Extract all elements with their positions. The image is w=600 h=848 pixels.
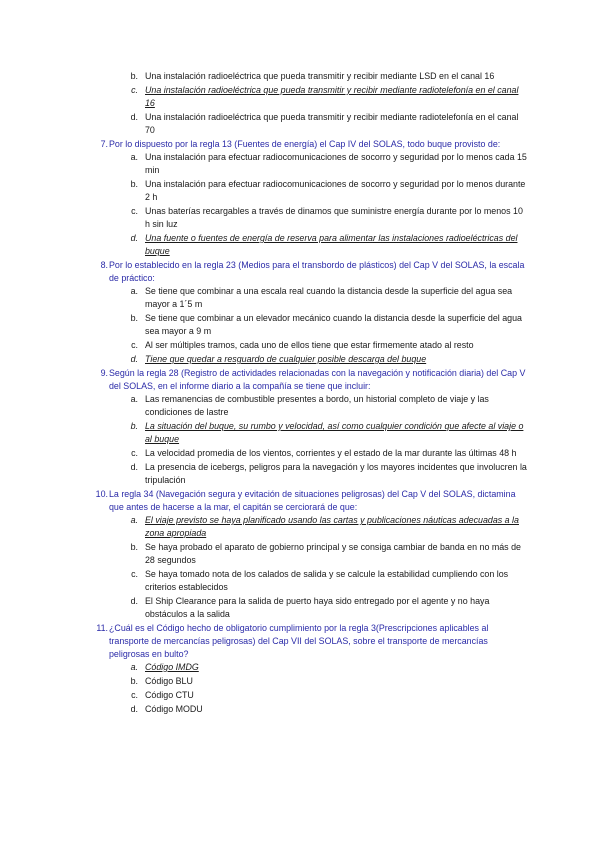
option-letter: c. — [131, 448, 138, 458]
option-letter: c. — [131, 85, 138, 95]
question-number: 9. — [100, 368, 108, 378]
option-letter: d. — [130, 704, 138, 714]
answer-option — [0, 178, 600, 204]
option-text: La velocidad promedia de los vientos, corrientes y el estado de la mar durante las últimas 48 h — [145, 448, 517, 458]
question-number: 8. — [100, 260, 108, 270]
option-letter: d. — [130, 462, 138, 472]
option-letter: a. — [130, 286, 138, 296]
option-text: Se tiene que combinar a una escala real cuando la distancia desde la superficie del agua sea mayor a 1´5 m — [145, 286, 513, 309]
answer-option — [0, 111, 600, 137]
option-letter: a. — [130, 515, 138, 525]
question — [0, 259, 600, 285]
option-letter: b. — [130, 676, 138, 686]
option-letter: c. — [131, 690, 138, 700]
answer-option — [0, 393, 600, 419]
option-letter: b. — [130, 421, 138, 431]
question-text: Por lo establecido en la regla 23 (Medios para el transbordo de plásticos) del Cap V del SOLAS, la escala de práctico: — [109, 260, 525, 283]
option-letter: b. — [130, 313, 138, 323]
answer-option — [0, 70, 600, 83]
option-text: Código IMDG — [145, 662, 199, 672]
option-text: Una instalación radioeléctrica que pueda transmitir y recibir mediante radiotelefonía en el canal 70 — [145, 112, 519, 135]
question-text: ¿Cuál es el Código hecho de obligatorio cumplimiento por la regla 3(Prescripciones aplicables al transporte de mercancías peligrosas) del Cap VII del SOLAS, sobre el transporte de mercancías peligrosas en bulto? — [109, 623, 489, 659]
option-text: Unas baterías recargables a través de dinamos que suministre energía durante por lo menos 10 h sin luz — [145, 206, 523, 229]
question-number: 7. — [100, 139, 108, 149]
option-text: Una instalación para efectuar radiocomunicaciones de socorro y seguridad por lo menos cada 15 min — [145, 152, 527, 175]
question-text: La regla 34 (Navegación segura y evitación de situaciones peligrosas) del Cap V del SOLAS, dictamina que antes de hacerse a la mar, el capitán se cerciorará de que: — [109, 489, 516, 512]
option-letter: d. — [130, 233, 138, 243]
question — [0, 138, 600, 151]
option-text: Una fuente o fuentes de energía de reserva para alimentar las instalaciones radioeléctricas del buque — [145, 233, 518, 256]
question — [0, 488, 600, 514]
answer-option — [0, 703, 600, 716]
option-text: Se haya tomado nota de los calados de salida y se calcule la estabilidad cumpliendo con los criterios establecidos — [145, 569, 509, 592]
option-letter: b. — [130, 542, 138, 552]
option-text: El Ship Clearance para la salida de puerto haya sido entregado por el agente y no haya obstáculos a la salida — [145, 596, 490, 619]
option-letter: b. — [130, 179, 138, 189]
answer-option — [0, 461, 600, 487]
answer-option-correct — [0, 514, 600, 540]
option-letter: a. — [130, 662, 138, 672]
option-text: Una instalación radioeléctrica que pueda transmitir y recibir mediante LSD en el canal 16 — [145, 71, 495, 81]
question — [0, 367, 600, 393]
answer-option-correct — [0, 661, 600, 674]
answer-option — [0, 595, 600, 621]
option-letter: a. — [130, 394, 138, 404]
option-letter: c. — [131, 206, 138, 216]
answer-option-correct — [0, 232, 600, 258]
question-number: 10. — [95, 489, 108, 499]
answer-option — [0, 285, 600, 311]
document-page — [0, 70, 600, 717]
question-number: 11. — [96, 623, 108, 633]
option-letter: c. — [131, 340, 138, 350]
option-text: Las remanencias de combustible presentes a bordo, un historial completo de viaje y las condiciones de lastre — [145, 394, 489, 417]
option-letter: d. — [130, 354, 138, 364]
option-text: El viaje previsto se haya planificado usando las cartas y publicaciones náuticas adecuadas a la zona apropiada — [145, 515, 519, 538]
option-letter: d. — [130, 112, 138, 122]
answer-option — [0, 339, 600, 352]
answer-option — [0, 447, 600, 460]
question-text: Según la regla 28 (Registro de actividades relacionadas con la navegación y notificación diaria) del Cap V del SOLAS, en el informe diario a la compañía se tiene que incluir: — [109, 368, 526, 391]
answer-option — [0, 205, 600, 231]
option-letter: b. — [130, 71, 138, 81]
answer-option — [0, 689, 600, 702]
answer-option-correct — [0, 353, 600, 366]
option-text: Al ser múltiples tramos, cada uno de ellos tiene que estar firmemente atado al resto — [145, 340, 474, 350]
answer-option — [0, 568, 600, 594]
answer-option — [0, 151, 600, 177]
option-text: Se haya probado el aparato de gobierno principal y se consiga cambiar de banda en no más de 28 segundos — [145, 542, 521, 565]
option-text: Una instalación radioeléctrica que pueda transmitir y recibir mediante radiotelefonía en el canal 16 — [145, 85, 519, 108]
option-text: Tiene que quedar a resguardo de cualquier posible descarga del buque — [145, 354, 427, 364]
answer-option-correct — [0, 84, 600, 110]
option-text: La presencia de icebergs, peligros para la navegación y los mayores incidentes que involucren la tripulación — [145, 462, 527, 485]
answer-option — [0, 541, 600, 567]
option-text: La situación del buque, su rumbo y velocidad, así como cualquier condición que afecte al viaje o al buque — [145, 421, 524, 444]
option-letter: a. — [130, 152, 138, 162]
question — [0, 622, 600, 661]
answer-option-correct — [0, 420, 600, 446]
option-text: Código CTU — [145, 690, 194, 700]
answer-option — [0, 675, 600, 688]
option-letter: c. — [131, 569, 138, 579]
question-text: Por lo dispuesto por la regla 13 (Fuentes de energía) el Cap IV del SOLAS, todo buque provisto de: — [109, 139, 501, 149]
answer-option — [0, 312, 600, 338]
option-text: Se tiene que combinar a un elevador mecánico cuando la distancia desde la superficie del agua sea mayor a 9 m — [145, 313, 522, 336]
option-text: Código MODU — [145, 704, 203, 714]
option-letter: d. — [130, 596, 138, 606]
option-text: Una instalación para efectuar radiocomunicaciones de socorro y seguridad por lo menos durante 2 h — [145, 179, 526, 202]
option-text: Código BLU — [145, 676, 193, 686]
